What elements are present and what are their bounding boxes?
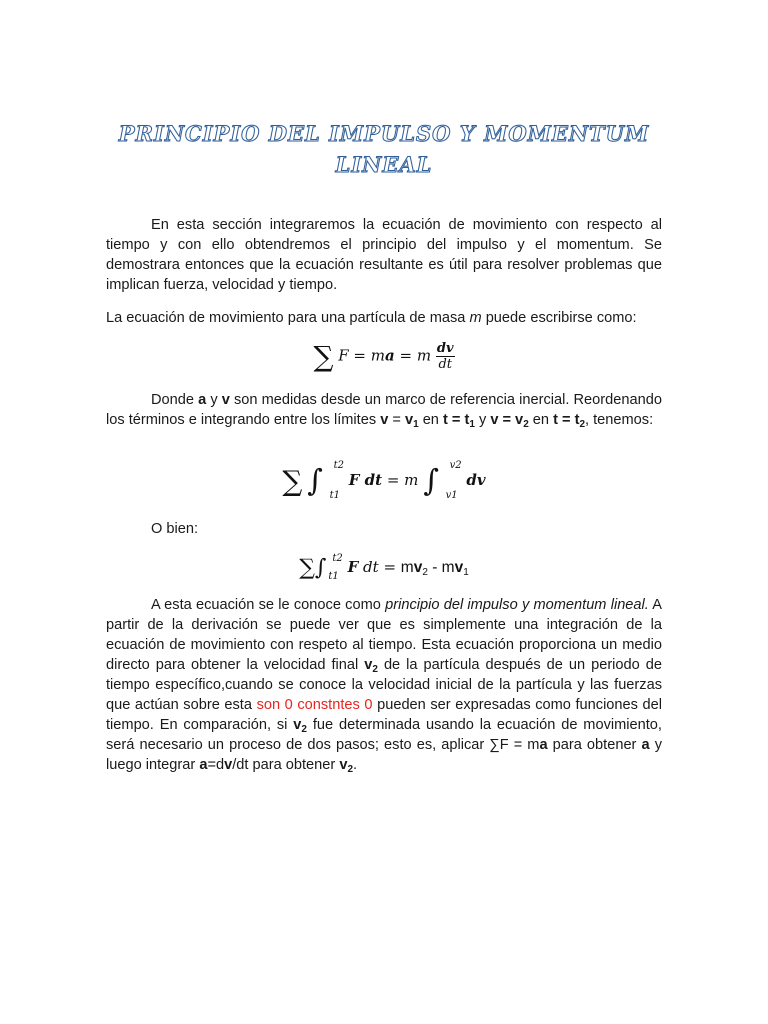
vector-v: v [221, 392, 230, 408]
title-line-1: PRINCIPIO DEL IMPULSO Y MOMENTUM [118, 121, 650, 146]
paragraph-motion-equation [106, 308, 662, 328]
integral-symbol: ∫ [314, 555, 327, 581]
vector-v: v [380, 412, 389, 428]
integral-symbol: ∫ [307, 463, 323, 499]
integral-limits [326, 460, 344, 502]
vector-symbol: v [339, 757, 348, 773]
paragraph-text: fue determinada usando la ecuación de movimiento, será necesario un proceso de dos pasos; esto es, aplicar ∑F = m [106, 717, 662, 753]
paragraph-text: La ecuación de movimiento para una partícula de masa [106, 310, 466, 326]
paragraph-text: son medidas desde un marco de referencia inercial. Reordenando los términos e integrando entre los límites [106, 392, 662, 428]
eq-term: m [370, 346, 386, 365]
subscript: 2 [422, 567, 428, 578]
vector-v: v [413, 559, 423, 576]
limit-symbol: t = t [442, 412, 470, 428]
paragraph-text: A partir de la derivación se puede ver que es simplemente una integración de la ecuación de movimiento con respeto al tiempo. Esta ecuación proporciona un medio directo para obtener la velocidad final [106, 597, 663, 673]
lower-limit: v1 [445, 490, 458, 501]
limit-symbol: t = t [553, 412, 580, 428]
paragraph-text: para obtener [552, 737, 637, 753]
paragraph-text: pueden ser expresadas como funciones del tiempo. En comparación, si [106, 697, 663, 733]
subscript: 1 [463, 567, 469, 578]
integral-symbol: ∫ [423, 463, 439, 499]
sum-symbol: ∑ [282, 464, 303, 498]
vector-a: a [539, 737, 548, 753]
paragraph-text: en [418, 412, 443, 428]
eq-term: m [416, 346, 432, 365]
paragraph-text: de la partícula después de un periodo de tiempo específico,cuando se conoce la velocidad inicial de la partícula y las fuerzas que actúan sobre esta [106, 657, 662, 713]
eq-term: a [385, 346, 395, 365]
paragraph-text: y [210, 392, 218, 408]
upper-limit: t2 [332, 553, 343, 564]
paragraph-limits [106, 390, 662, 430]
lower-limit: t1 [329, 490, 340, 501]
limit-v1 [405, 412, 419, 428]
mass-symbol: m [469, 310, 482, 326]
paragraph-text: A esta ecuación se le conoce como [151, 597, 381, 613]
vector-v2 [293, 717, 307, 733]
eq-operator: = [383, 558, 397, 576]
paragraph-text: y luego integrar [106, 737, 662, 773]
sum-symbol: ∑ [299, 555, 315, 581]
limit-subscript: 1 [469, 419, 475, 430]
vector-v2 [339, 757, 353, 773]
sum-symbol: ∑ [313, 340, 334, 373]
equation-impulse [106, 553, 662, 583]
upper-limit: v2 [449, 460, 462, 471]
limit-subscript: 2 [579, 419, 586, 430]
page-title [106, 118, 662, 180]
eq-term: dt [363, 558, 379, 576]
equation-integral [106, 460, 662, 502]
integral-limits [442, 460, 462, 502]
paragraph-text: en [528, 412, 554, 428]
title-line-2: LINEAL [335, 152, 433, 177]
paragraph-o-bien: O bien: [151, 521, 199, 537]
eq-term: F [338, 346, 349, 365]
eq-operator: = [399, 346, 413, 365]
fraction-numerator: dv [436, 341, 454, 356]
subscript: 2 [372, 664, 378, 675]
paragraph-text: . [353, 757, 358, 773]
vector-v2 [364, 657, 378, 673]
integral-limits [324, 553, 342, 583]
upper-limit: t2 [333, 460, 344, 471]
eq-term: m [400, 559, 414, 576]
limit-t2 [553, 412, 585, 428]
vector-a: a [641, 737, 650, 753]
limit-t1 [443, 412, 475, 428]
paragraph-intro: En esta sección integraremos la ecuación de movimiento con respecto al tiempo y con ello obtendremos el principio del impulso y el momentum. Se demostrara entonces que la ecuación resultante es útil para resolver problemas que implican fuerza, velocidad y tiempo. [106, 217, 662, 293]
limit-v2 [490, 412, 528, 428]
subscript: 2 [347, 764, 353, 775]
integrand: F dt [348, 471, 383, 489]
paragraph-text: puede escribirse como: [485, 310, 637, 326]
paragraph-text: = [388, 412, 405, 428]
fraction-denominator: dt [438, 357, 452, 372]
paragraph-text: Donde [151, 392, 195, 408]
eq-operator: = [386, 471, 400, 489]
equation-newton [106, 340, 662, 373]
lower-limit: t1 [328, 571, 339, 582]
paragraph-text: , tenemos: [585, 412, 654, 428]
vector-a: a [199, 757, 208, 773]
vector-v: v [224, 757, 233, 773]
limit-symbol: v [404, 412, 414, 428]
fraction [436, 341, 455, 372]
paragraph-text: y [474, 412, 491, 428]
subscript: 2 [301, 724, 307, 735]
limit-subscript: 1 [413, 419, 419, 430]
vector-a: a [198, 392, 207, 408]
principle-name: principio del impulso y momentum lineal. [385, 597, 649, 613]
highlighted-text: son 0 constntes 0 [256, 697, 373, 713]
limit-subscript: 2 [523, 419, 529, 430]
eq-term: F [347, 558, 359, 576]
impulse-rhs [401, 559, 469, 576]
eq-term: - m [427, 559, 455, 576]
limit-symbol: v = v [490, 412, 524, 428]
vector-symbol: v [293, 717, 302, 733]
paragraph-principle [106, 595, 662, 775]
paragraph-text: =d [207, 757, 225, 773]
vector-v: v [454, 559, 464, 576]
eq-operator: = [353, 346, 366, 365]
integrand: dv [466, 471, 486, 489]
eq-term: m [404, 471, 419, 489]
vector-symbol: v [364, 657, 373, 673]
paragraph-text: /dt para obtener [232, 757, 336, 773]
